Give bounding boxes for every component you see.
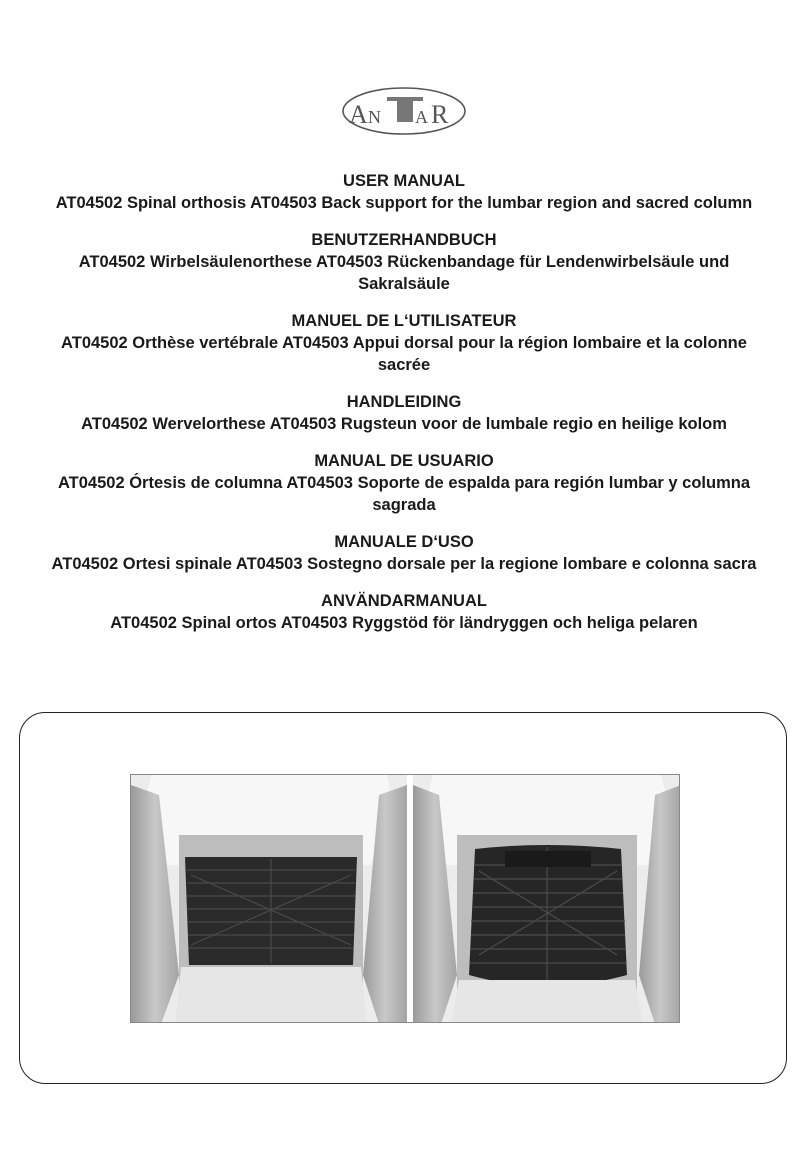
section-title: BENUTZERHANDBUCH — [311, 231, 497, 249]
section-subtitle: AT04502 Wervelorthese AT04503 Rugsteun voor de lumbale regio en heilige kolom — [81, 415, 727, 433]
product-photo-spinal-orthosis — [131, 775, 407, 1023]
section-de — [0, 229, 808, 295]
section-fr — [0, 310, 808, 376]
section-subtitle: AT04502 Ortesi spinale AT04503 Sostegno dorsale per la regione lombare e colonna sacra — [51, 555, 757, 573]
manual-titles — [0, 170, 808, 649]
section-es — [0, 450, 808, 516]
svg-text:A: A — [415, 107, 428, 127]
section-subtitle: AT04502 Orthèse vertébrale AT04503 Appui dorsal pour la région lombaire et la colonne sacrée — [61, 334, 747, 374]
section-title: HANDLEIDING — [346, 393, 462, 411]
svg-text:R: R — [431, 100, 449, 129]
section-en — [0, 170, 808, 214]
svg-text:A: A — [349, 100, 368, 129]
section-subtitle: AT04502 Spinal orthosis AT04503 Back support for the lumbar region and sacred column — [55, 194, 753, 212]
section-title: USER MANUAL — [343, 172, 465, 190]
section-sv — [0, 590, 808, 634]
antar-logo — [341, 86, 467, 136]
section-subtitle: AT04502 Wirbelsäulenorthese AT04503 Rückenbandage für Lendenwirbelsäule und Sakralsäule — [78, 253, 730, 293]
section-title: ANVÄNDARMANUAL — [321, 592, 487, 610]
section-subtitle: AT04502 Órtesis de columna AT04503 Soporte de espalda para región lumbar y columna sagrada — [57, 474, 750, 514]
product-photo-frame — [130, 774, 680, 1023]
section-subtitle: AT04502 Spinal ortos AT04503 Ryggstöd för ländryggen och heliga pelaren — [110, 614, 698, 632]
svg-text:N: N — [368, 107, 381, 127]
section-title: MANUAL DE USUARIO — [314, 452, 494, 470]
section-it — [0, 531, 808, 575]
product-photo-back-support — [413, 775, 680, 1023]
section-title: MANUALE D‘USO — [334, 533, 474, 551]
section-nl — [0, 391, 808, 435]
section-title: MANUEL DE L‘UTILISATEUR — [291, 312, 517, 330]
